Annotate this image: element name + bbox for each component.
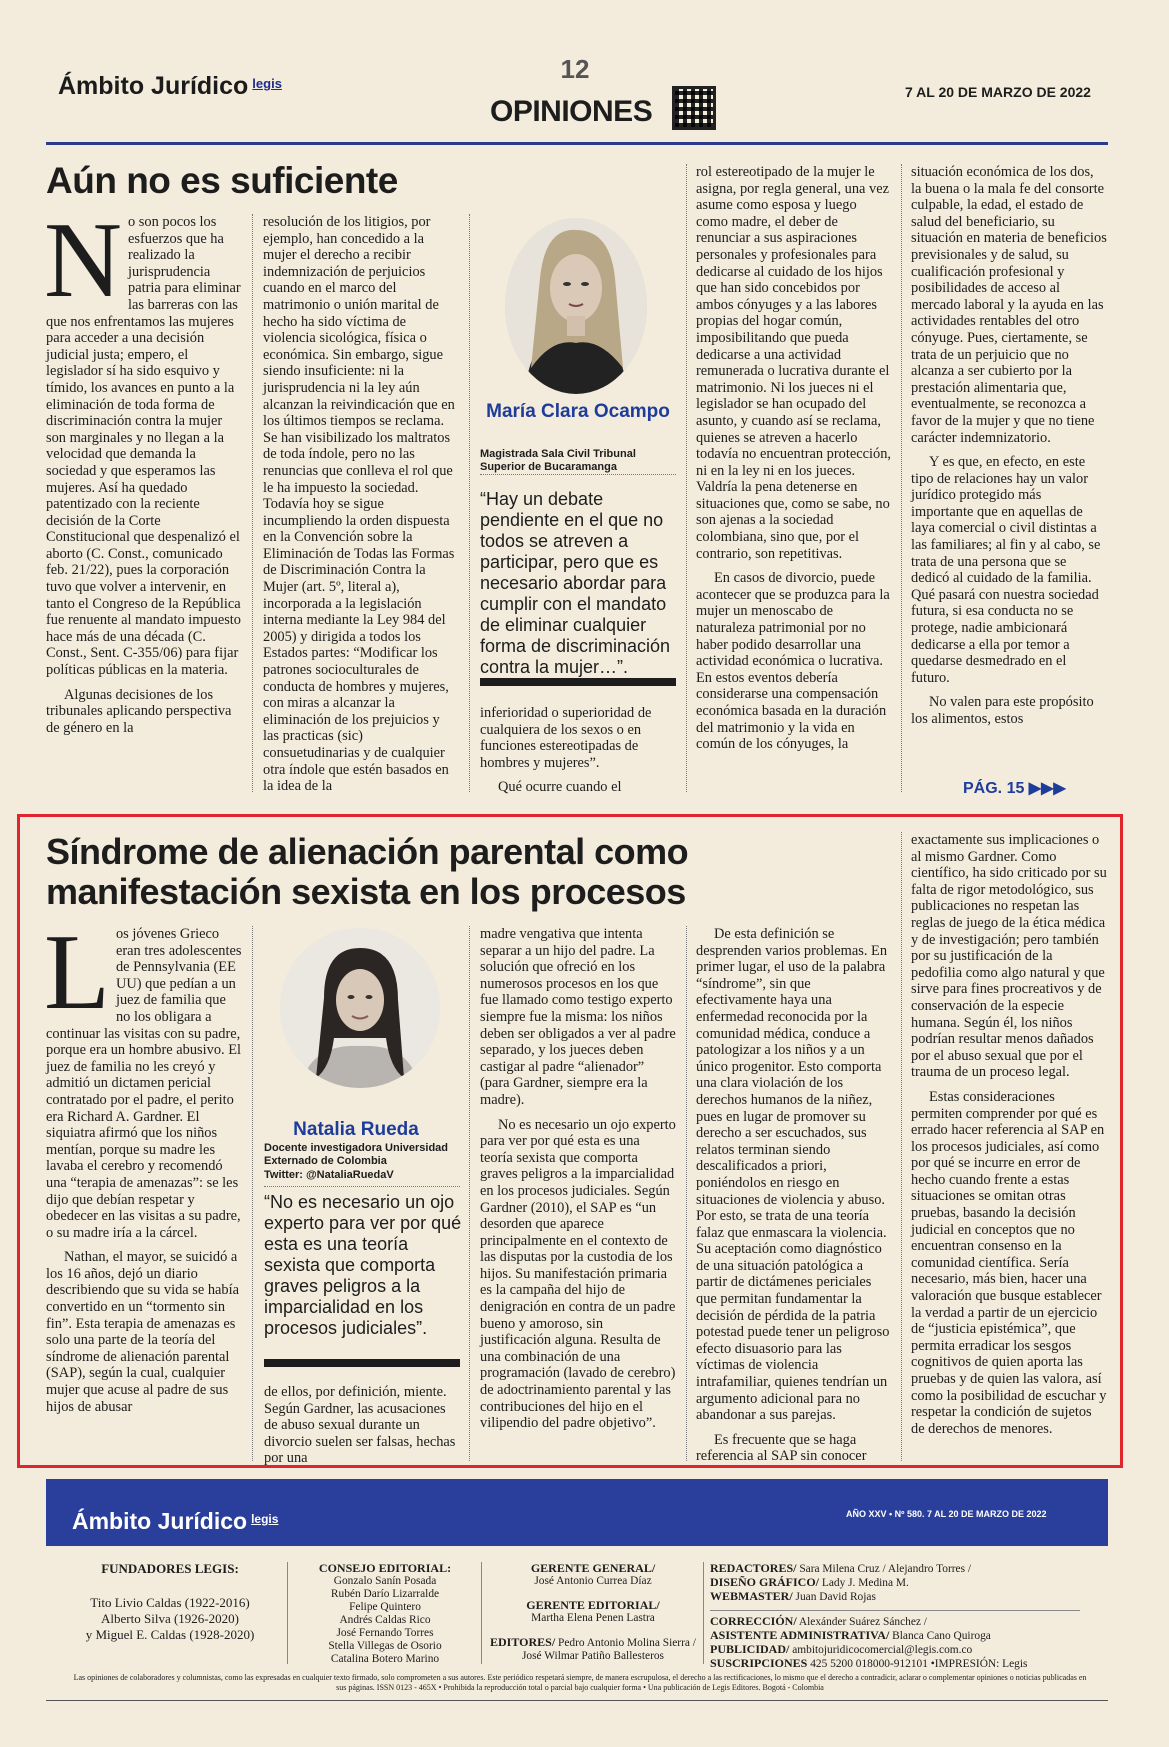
staff-rule — [710, 1610, 1080, 1611]
paragraph: Nathan, el mayor, se suicidó a los 16 años, dejó un diario describiendo que su vida se había convertido en un “tormento sin fin”. Esta terapia de amenazas es solo una parte de la teoría del síndrome de alienación parental (SAP), según la cual, cualquier mujer que acuse al padre de sus hijos de abusar — [46, 1249, 240, 1415]
staff-label: PUBLICIDAD/ — [710, 1642, 790, 1656]
gm-name: José Antonio Currea Díaz — [534, 1575, 652, 1587]
editors-title: EDITORES/ — [490, 1635, 556, 1649]
council-member: Gonzalo Sanín Posada — [333, 1575, 437, 1587]
staff-value: Juan David Rojas — [795, 1591, 876, 1603]
footer-divider — [481, 1562, 482, 1664]
footer-issue: AÑO XXV • Nº 580. 7 AL 20 DE MARZO DE 2022 — [846, 1509, 1047, 1519]
staff-value[interactable]: ambitojuridicocomercial@legis.com.co — [792, 1644, 973, 1656]
staff-value: 425 5200 018000-912101 •IMPRESIÓN: Legis — [810, 1658, 1028, 1670]
paragraph: inferioridad o superioridad de cualquiera de los sexos o en funciones estereotipadas de hombres y mujeres”. — [480, 705, 652, 771]
council-member: Stella Villegas de Osorio — [328, 1640, 442, 1652]
council-member: Rubén Darío Lizarralde — [330, 1588, 440, 1600]
paragraph: Qué ocurre cuando el — [498, 779, 622, 796]
quote-bar — [480, 678, 676, 686]
article2-col2 — [264, 1384, 460, 1475]
article1-author-role: Magistrada Sala Civil Tribunal Superior de Bucaramanga — [480, 448, 636, 473]
article2-title: Síndrome de alienación parental como manifestación sexista en los procesos — [46, 831, 689, 912]
staff-label: REDACTORES/ — [710, 1561, 797, 1575]
article1-col5 — [911, 164, 1107, 736]
article1-col3 — [480, 705, 676, 804]
quote-bar — [264, 1359, 460, 1367]
council-member: Felipe Quintero — [349, 1601, 421, 1613]
ge-title: GERENTE EDITORIAL/ — [526, 1598, 660, 1612]
council-block — [295, 1562, 475, 1666]
article2-author-twitter[interactable]: Twitter: @NataliaRuedaV — [264, 1169, 394, 1181]
paragraph: En casos de divorcio, puede acontecer que se produzca para la mujer un menoscabo de naturaleza patrimonial por no haber podido desarrollar una actividad económica o lucrativa. En estos eventos debería considerarse una compensación económica basada en la duración del matrimonio y la vida en común de los cónyuges, la — [696, 570, 890, 753]
footer-brand-suffix: legis — [251, 1512, 279, 1526]
section-title: OPINIONES — [490, 95, 653, 128]
column-divider — [469, 214, 470, 792]
paragraph: Y es que, en efecto, en este tipo de relaciones hay un valor jurídico protegido más importante que en aquellas de laya comercial o civil distintas a las familiares; al fin y al cabo, se trata de una persona que se dedicó al cuidado de la familia. Qué pasará con nuestra sociedad futura, si esa conducta no se protege, nadie ambicionará dedicarse a ella por temor a quedarse desmedrado en el futuro. — [911, 454, 1101, 686]
paragraph: Algunas decisiones de los tribunales aplicando perspectiva de género en la — [46, 686, 232, 736]
management-block — [488, 1562, 698, 1663]
council-title: CONSEJO EDITORIAL: — [318, 1561, 452, 1575]
founder: y Miguel E. Caldas (1928-2020) — [85, 1627, 255, 1642]
column-divider — [686, 164, 687, 792]
paragraph: No es necesario un ojo experto para ver por qué esta es una teoría sexista que comporta graves peligros a la imparcialidad en los procesos judiciales. Según Gardner (2010), el SAP es “un desorden que aparece principalmente en el contexto de las disputas por la custodia de los hijos. Su manifestación primaria es la campaña del hijo de denigración en contra de un padre bueno y amoroso, sin justificación alguna. Resulta de una combinación de una programación (lavado de cerebro) de adoctrinamiento parental y las contribuciones del hijo en el vilipendio del padre objetivo”. — [480, 1116, 676, 1432]
masthead-brand: Ámbito Jurídico $^{legis}$ — [58, 72, 282, 100]
qr-code-icon[interactable] — [672, 86, 716, 130]
rule — [480, 474, 676, 476]
bottom-rule — [46, 1700, 1108, 1701]
paragraph: situación económica de los dos, la buena o la mala fe del consorte culpable, la edad, el estado de salud del beneficiario, su situación en materia de beneficios previsionales y de salud, su cualificación profesional y posibilidades de acceso al mercado laboral y la ayuda en las actividades rentables del otro cónyuge. Pues, ciertamente, se trata de un perjuicio que no alcanza a ser cubierto por la prestación alimentaria que, eventualmente, se reconozca a favor de la mujer y que no tiene carácter indemnizatorio. — [911, 164, 1107, 446]
gm-title: GERENTE GENERAL/ — [530, 1561, 656, 1575]
founder: Alberto Silva (1926-2020) — [101, 1611, 239, 1626]
council-member: Andrés Caldas Rico — [339, 1614, 431, 1626]
article2-author-role: Docente investigadora Universidad Externado de Colombia — [264, 1142, 448, 1167]
paragraph: o son pocos los esfuerzos que ha realizado la jurisprudencia patria para eliminar las barreras con las que nos enfrentamos las mujeres para acceder a una decisión judicial justa; empero, el legislador sí ha sido esquivo y tímido, los avances en punto a la eliminación de toda forma de discriminación contra la mujer son marginales y no llegan a la velocidad que demanda la sociedad y que esperamos las mujeres. Así ha quedado patentizado con la reciente decisión de la Corte Constitucional que despenalizó el aborto (C. Const., comunicado feb. 21/22), pues la corporación tuvo que volver a intervenir, en tanto el Congreso de la República fue renuente al mandato impuesto hace más de una década (C. Const., Sent. C-355/06) para fijar políticas públicas en la materia. — [46, 214, 242, 679]
paragraph: No valen para este propósito los alimentos, estos — [911, 694, 1094, 727]
column-divider — [901, 164, 902, 792]
article1-dropcap: N — [44, 201, 122, 320]
article2-col3 — [480, 926, 676, 1440]
staff-value: Alexánder Suárez Sánchez / — [798, 1616, 927, 1628]
footer-brand: Ámbito Jurídico $^{legis}$ — [72, 1508, 279, 1534]
founders-title: FUNDADORES LEGIS: — [101, 1561, 239, 1576]
paragraph: de ellos, por definición, miente. Según Gardner, las acusaciones de abuso sexual durante un divorcio suelen ser falsas, hechas por una — [264, 1384, 456, 1467]
article1-col2 — [263, 214, 459, 803]
column-divider — [252, 926, 253, 1461]
article1-pull-quote: “Hay un debate pendiente en el que no todos se atreven a participar, pero que es necesario abordar para cumplir con el mandato de eliminar cualquier forma de discriminación contra la mujer…”. — [480, 489, 671, 677]
article1-author-name: María Clara Ocampo — [486, 401, 670, 422]
brand-suffix: legis — [252, 76, 282, 91]
paragraph: os jóvenes Grieco eran tres adolescentes de Pennsylvania (EE UU) que pedían a un juez de familia que no los obligara a continuar las visitas con su padre, porque era un hombre abusivo. El juez de familia no les creyó y admitió un dictamen pericial contratado por el padre, el perito era Richard A. Gardner. El siquiatra afirmó que los niños mentían, porque su madre les lavaba el cerebro y recomendó una “terapia de amenazas”: se les dijo que debían respetar y obedecer en las visitas a su padre, o su madre iría a la cárcel. — [46, 926, 242, 1241]
paragraph: De esta definición se desprenden varios problemas. En primer lugar, el uso de la palabra “síndrome”, sin que efectivamente haya una enfermedad reconocida por la comunidad médica, conduce a patologizar a los niños y a un único progenitor. Esto comporta una clara violación de los derechos humanos de la niñez, pues en lugar de promover su derecho a ser escuchados, sus relatos terminan siendo descalificados a priori, poniéndolos en riesgo en situaciones de violencia y abuso. Por esto, se trata de una teoría falaz que enmascara la violencia. Su aceptación como diagnóstico de una situación patológica a partir de dictámenes periciales que permitan fundamentar la decisión de pérdida de la patria potestad puede tener un peligroso efecto disuasorio para las víctimas de violencia intrafamiliar, quienes tendrían un argumento adicional para no abandonar a sus parejas. — [696, 926, 890, 1424]
rule — [264, 1186, 460, 1188]
footer-divider — [287, 1562, 288, 1664]
founder: Tito Livio Caldas (1922-2016) — [90, 1595, 250, 1610]
paragraph: Es frecuente que se haga referencia al SAP sin conocer — [696, 1431, 867, 1465]
page-number: 12 — [560, 54, 590, 84]
staff-block — [710, 1562, 1090, 1671]
editors-names: Pedro Antonio Molina Sierra / José Wilmar Patiño Ballesteros — [521, 1637, 696, 1662]
continued-page-link[interactable]: PÁG. 15 ▶▶▶ — [963, 780, 1066, 797]
article2-col4 — [696, 926, 892, 1473]
founders-block — [70, 1562, 270, 1643]
header-rule — [46, 142, 1108, 145]
staff-label: DISEÑO GRÁFICO/ — [710, 1575, 820, 1589]
author-photo-natalia — [280, 928, 440, 1088]
paragraph: resolución de los litigios, por ejemplo, han concedido a la mujer el derecho a recibir indemnización de perjuicios cuando en el marco del matrimonio o unión marital de hecho ha sido víctima de violencia sicológica, física o económica. Sin embargo, sigue siendo insuficiente: ni la jurisprudencia ni la ley aún alcanzan la reivindicación que en los últimos tiempos se reclama. Se han visibilizado los maltratos de toda índole, pero no las renuncias que conlleva el rol que le ha impuesto la sociedad. Todavía hoy se sigue incumpliendo la orden dispuesta en la Convención sobre la Eliminación de Todas las Formas de Discriminación Contra la Mujer (art. 5º, literal a), incorporada a la legislación interna mediante la Ley 984 del 2005) y dirigida a todos los Estados partes: “Modificar los patrones socioculturales de conducta de hombres y mujeres, con miras a alcanzar la eliminación de los prejuicios y las practicas (sic) consuetudinarias y de cualquier otra índole que estén basados en la idea de la — [263, 214, 455, 795]
article2-dropcap: L — [44, 913, 110, 1032]
staff-label: SUSCRIPCIONES — [710, 1656, 808, 1670]
column-divider — [901, 832, 902, 1461]
column-divider — [252, 214, 253, 792]
footer-divider — [703, 1562, 704, 1664]
article2-col5 — [911, 832, 1107, 1445]
staff-label: CORRECCIÓN/ — [710, 1614, 797, 1628]
legal-disclaimer: Las opiniones de colaboradores y columnistas, como las expresadas en cualquier texto firmado, solo comprometen a sus autores. Este periódico respetará siempre, de manera escrupulosa, el derecho a las rectificaciones, lo mismo que el derecho a contradicir, aclarar o complementar opiniones o noticias publicadas en sus páginas. ISSN 0123 - 465X • Prohibida la reproducción total o parcial bajo cualquier forma • Una publicación de Legis Editores. Bogotá - Colombia — [73, 1673, 1087, 1692]
ge-name: Martha Elena Penen Lastra — [531, 1612, 655, 1624]
article2-col1 — [44, 913, 242, 1423]
staff-label: ASISTENTE ADMINISTRATIVA/ — [710, 1628, 890, 1642]
column-divider — [469, 926, 470, 1461]
staff-label: WEBMASTER/ — [710, 1589, 793, 1603]
paragraph: Estas consideraciones permiten comprender por qué es errado hacer referencia al SAP en los procesos judiciales, así como por qué se incurre en error de hecho cuando frente a estas situaciones se omitan otras pruebas, basando la decisión judicial en conceptos que no encuentran consenso en la comunidad científica. Sería necesario, más bien, hacer una valoración que busque establecer la verdad a partir de un ejercicio de “justicia epistémica”, que permita erradicar los sesgos cognitivos de quien aporta las pruebas y de quien las valora, así como la posibilidad de escuchar y respetar la condición de sujetos de derechos de menores. — [911, 1088, 1107, 1437]
council-member: Catalina Botero Marino — [330, 1653, 440, 1665]
article1-title: Aún no es suficiente — [46, 160, 398, 201]
paragraph: rol estereotipado de la mujer le asigna, por regla general, una vez asume como esposa y luego como madre, el deber de renunciar a sus aspiraciones personales y profesionales para dedicarse al cuidado de los hijos que han sido concebidos por ambos cónyuges y a las labores propias del hogar común, imposibilitando que pueda dedicarse a una actividad remunerada o lucrativa durante el matrimonio. Ni los jueces ni el legislador se han ocupado del asunto, y cuando así se reclama, quienes se atreven a hacerlo todavía no encuentran protección, ni en la ley ni en los jueces. Valdría la pena detenerse en situaciones que, como se sabe, no son ajenas a la sociedad colombiana, sino que, por el contrario, son repetitivas. — [696, 164, 891, 562]
paragraph: exactamente sus implicaciones o al mismo Gardner. Como científico, ha sido criticado por su falta de rigor metodológico, sus publicaciones no respetan las reglas de juego de la ética médica y de investigación; pero también por su justificación de la pedofilia como algo natural y que sirve para fines procreativos y de conservación de la especie humana. Según él, los niños podrían resultar menos dañados por el abuso sexual que por el trauma de un proceso legal. — [911, 832, 1107, 1081]
staff-value: Lady J. Medina M. — [821, 1577, 909, 1589]
staff-value: Sara Milena Cruz / Alejandro Torres / — [799, 1563, 972, 1575]
article2-author-name: Natalia Rueda — [293, 1119, 419, 1140]
issue-date: 7 AL 20 DE MARZO DE 2022 — [905, 84, 1091, 100]
article2-pull-quote: “No es necesario un ojo experto para ver por qué esta es una teoría sexista que comporta graves peligros a la imparcialidad en los procesos judiciales”. — [264, 1192, 462, 1338]
paragraph: madre vengativa que intenta separar a un hijo del padre. La solución que ofreció en los numerosos procesos en los que fue llamado como testigo experto siempre fue la misma: los niños deben ser obligados a ver al padre separado, y los jueces deben castigar al padre “alienador” (para Gardner, siempre era la madre). — [480, 926, 676, 1108]
council-member: José Fernando Torres — [336, 1627, 434, 1639]
author-photo-maria-clara — [505, 218, 647, 394]
article1-col1 — [44, 201, 242, 744]
staff-value: Blanca Cano Quiroga — [892, 1630, 991, 1642]
column-divider — [686, 926, 687, 1461]
article1-col4 — [696, 164, 892, 761]
